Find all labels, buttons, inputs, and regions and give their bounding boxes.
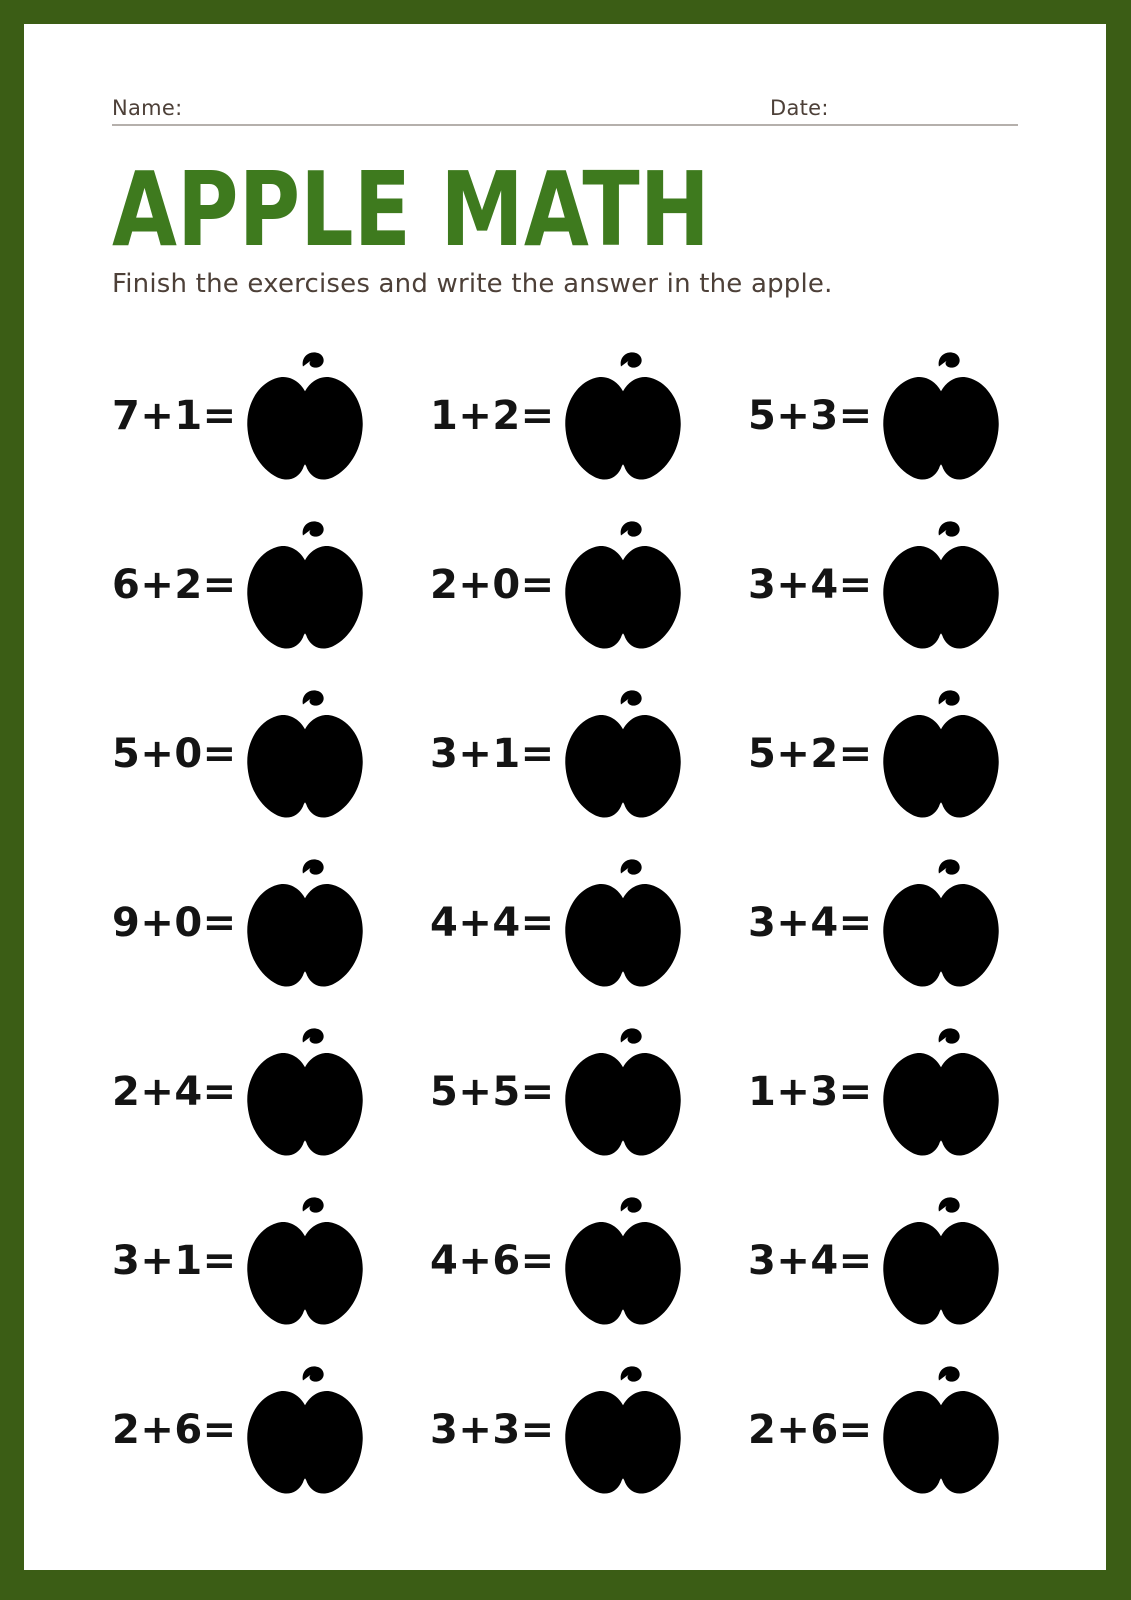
problem-cell [112,683,430,852]
apple-outline-icon [878,856,1004,994]
name-field[interactable] [112,96,712,122]
apple-outline-icon [242,1363,368,1501]
apple-outline-icon [878,687,1004,825]
apple-outline-icon [878,1363,1004,1501]
problem-text: 3+1= [112,1237,237,1284]
apple-outline-icon [242,856,368,994]
apple-answer-area[interactable] [560,1194,686,1332]
apple-answer-area[interactable] [878,349,1004,487]
problem-cell [748,1021,1066,1190]
problem-text: 4+6= [430,1237,555,1284]
apple-outline-icon [560,1363,686,1501]
problems-grid [112,345,1076,1528]
problem-cell [112,1190,430,1359]
apple-answer-area[interactable] [878,856,1004,994]
page-title: APPLE MATH [112,149,710,270]
apple-outline-icon [242,349,368,487]
problem-cell [112,1021,430,1190]
apple-answer-area[interactable] [242,1363,368,1501]
problem-text: 1+2= [430,392,555,439]
apple-answer-area[interactable] [242,1194,368,1332]
problem-cell [430,1359,748,1528]
problem-cell [112,345,430,514]
apple-answer-area[interactable] [242,349,368,487]
problem-text: 2+4= [112,1068,237,1115]
problem-cell [112,852,430,1021]
apple-outline-icon [560,1025,686,1163]
problem-cell [748,852,1066,1021]
apple-outline-icon [878,349,1004,487]
apple-outline-icon [560,687,686,825]
apple-outline-icon [242,687,368,825]
problem-text: 4+4= [430,899,555,946]
date-label: Date: [770,96,829,120]
problem-cell [748,683,1066,852]
problem-text: 7+1= [112,392,237,439]
problem-cell [748,514,1066,683]
apple-answer-area[interactable] [878,1363,1004,1501]
problem-text: 9+0= [112,899,237,946]
problem-cell [748,1359,1066,1528]
problem-cell [430,345,748,514]
apple-outline-icon [242,518,368,656]
apple-outline-icon [560,349,686,487]
problem-text: 5+5= [430,1068,555,1115]
apple-answer-area[interactable] [878,1025,1004,1163]
apple-answer-area[interactable] [242,518,368,656]
apple-answer-area[interactable] [560,518,686,656]
apple-outline-icon [560,518,686,656]
date-field[interactable] [770,96,1018,122]
apple-outline-icon [560,1194,686,1332]
problem-cell [748,1190,1066,1359]
problem-cell [112,514,430,683]
apple-answer-area[interactable] [242,687,368,825]
problem-text: 2+0= [430,561,555,608]
problem-text: 1+3= [748,1068,873,1115]
name-date-row [112,96,1076,122]
problem-text: 3+4= [748,561,873,608]
problem-text: 2+6= [748,1406,873,1453]
apple-answer-area[interactable] [560,1363,686,1501]
problem-text: 3+3= [430,1406,555,1453]
apple-answer-area[interactable] [878,1194,1004,1332]
problem-text: 3+4= [748,1237,873,1284]
name-label: Name: [112,96,183,120]
problem-cell [112,1359,430,1528]
problem-text: 5+2= [748,730,873,777]
apple-answer-area[interactable] [242,1025,368,1163]
apple-outline-icon [560,856,686,994]
apple-answer-area[interactable] [878,687,1004,825]
problem-text: 2+6= [112,1406,237,1453]
worksheet-page [24,96,1106,1528]
name-date-line [112,124,1018,126]
apple-answer-area[interactable] [560,687,686,825]
problem-cell [430,683,748,852]
apple-outline-icon [242,1194,368,1332]
apple-answer-area[interactable] [560,1025,686,1163]
problem-text: 6+2= [112,561,237,608]
problem-text: 5+3= [748,392,873,439]
problem-cell [430,1190,748,1359]
problem-cell [430,1021,748,1190]
problem-cell [748,345,1066,514]
problem-text: 3+4= [748,899,873,946]
problem-text: 5+0= [112,730,237,777]
problem-cell [430,514,748,683]
apple-answer-area[interactable] [560,856,686,994]
apple-outline-icon [878,1025,1004,1163]
problem-cell [430,852,748,1021]
problem-text: 3+1= [430,730,555,777]
instructions-text: Finish the exercises and write the answer in the apple. [112,269,833,299]
apple-answer-area[interactable] [560,349,686,487]
apple-outline-icon [242,1025,368,1163]
apple-answer-area[interactable] [878,518,1004,656]
apple-answer-area[interactable] [242,856,368,994]
apple-outline-icon [878,1194,1004,1332]
apple-outline-icon [878,518,1004,656]
